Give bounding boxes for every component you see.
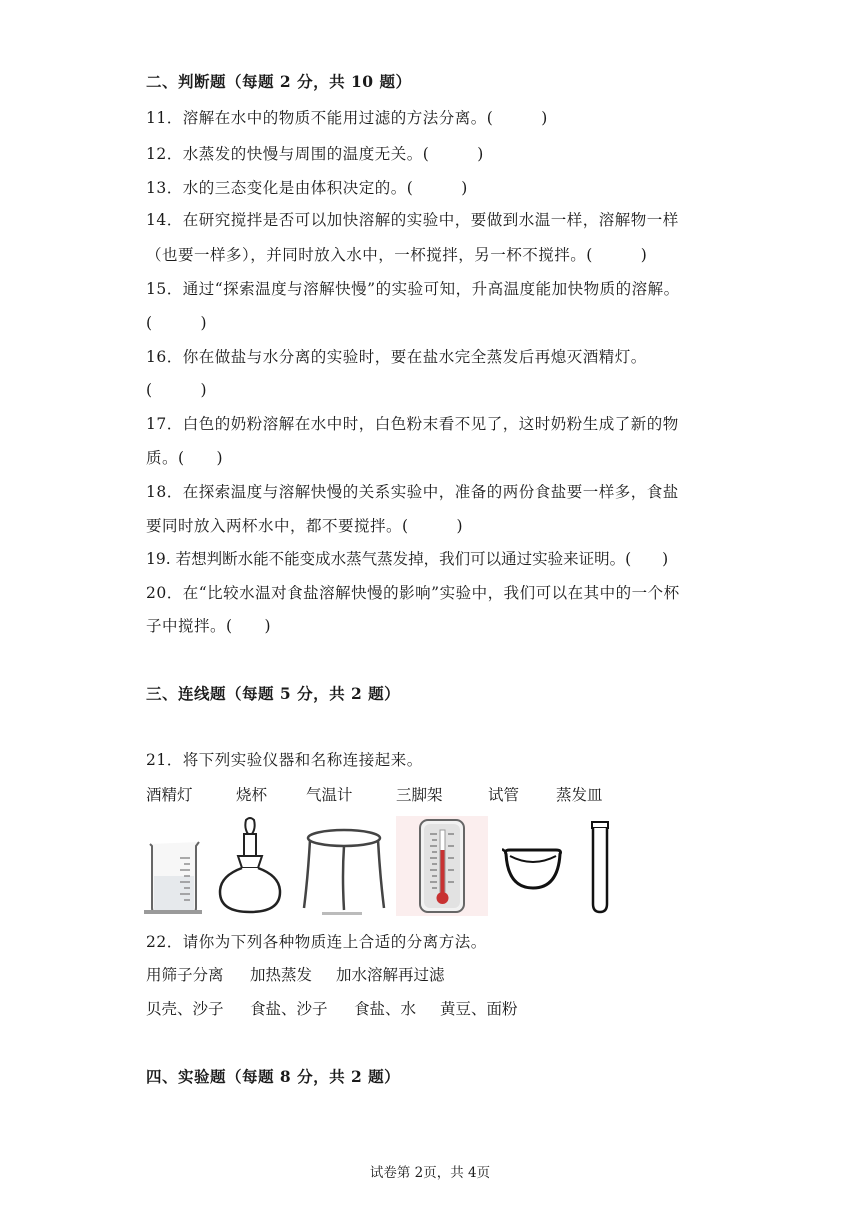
instrument-images [144,816,614,916]
separation-method: 加水溶解再过滤 [336,966,445,984]
instrument-name: 三脚架 [396,786,443,804]
substance-pair: 贝壳、沙子 [146,1000,224,1018]
question-17-line1: 17．白色的奶粉溶解在水中时，白色粉末看不见了，这时奶粉生成了新的物 [146,415,679,433]
question-21: 21．将下列实验仪器和名称连接起来。 [146,751,423,769]
question-18-line1: 18．在探索温度与溶解快慢的关系实验中，准备的两份食盐要一样多，食盐 [146,483,679,501]
question-15-line1: 15．通过“探索温度与溶解快慢”的实验可知，升高温度能加快物质的溶解。 [146,280,680,298]
question-15-line2: ( ) [146,314,208,332]
question-14-line1: 14．在研究搅拌是否可以加快溶解的实验中，要做到水温一样，溶解物一样 [146,211,679,229]
substance-pair: 食盐、水 [354,1000,417,1018]
instrument-name: 酒精灯 [146,786,193,804]
beaker-image [144,816,202,916]
separation-method: 用筛子分离 [146,966,224,984]
question-16-line2: ( ) [146,381,208,399]
judge-section-title: 二、判断题（每题 2 分，共 10 题） [146,72,412,91]
question-14-line2: （也要一样多），并同时放入水中，一杯搅拌，另一杯不搅拌。( ) [146,246,648,264]
tripod-image [302,816,386,916]
question-20-line1: 20．在“比较水温对食盐溶解快慢的影响”实验中，我们可以在其中的一个杯 [146,584,680,602]
question-20-line2: 子中搅拌。( ) [146,617,272,635]
alcohol-lamp-image [216,816,284,916]
substance-pair: 黄豆、面粉 [440,1000,518,1018]
question-12: 12．水蒸发的快慢与周围的温度无关。( ) [146,145,484,163]
instrument-name: 烧杯 [236,786,268,804]
page-footer: 试卷第 2页，共 4页 [369,1165,491,1181]
question-17-line2: 质。( ) [146,449,224,467]
question-16-line1: 16．你在做盐与水分离的实验时，要在盐水完全蒸发后再熄灭酒精灯。 [146,348,647,366]
question-22: 22．请你为下列各种物质连上合适的分离方法。 [146,933,487,951]
match-section-title: 三、连线题（每题 5 分，共 2 题） [146,684,401,703]
question-13: 13．水的三态变化是由体积决定的。( ) [146,179,468,197]
separation-method: 加热蒸发 [250,966,313,984]
question-11: 11．溶解在水中的物质不能用过滤的方法分离。( ) [146,109,548,127]
instrument-name: 试管 [488,786,520,804]
question-19: 19. 若想判断水能不能变成水蒸气蒸发掉，我们可以通过实验来证明。( ) [146,550,669,568]
evaporating-dish-image [502,816,564,916]
instrument-name: 蒸发皿 [556,786,603,804]
experiment-section-title: 四、实验题（每题 8 分，共 2 题） [146,1067,401,1086]
thermometer-image [396,816,488,916]
question-18-line2: 要同时放入两杯水中，都不要搅拌。( ) [146,517,464,535]
substance-pair: 食盐、沙子 [250,1000,328,1018]
instrument-name: 气温计 [306,786,353,804]
test-tube-image [586,816,614,916]
